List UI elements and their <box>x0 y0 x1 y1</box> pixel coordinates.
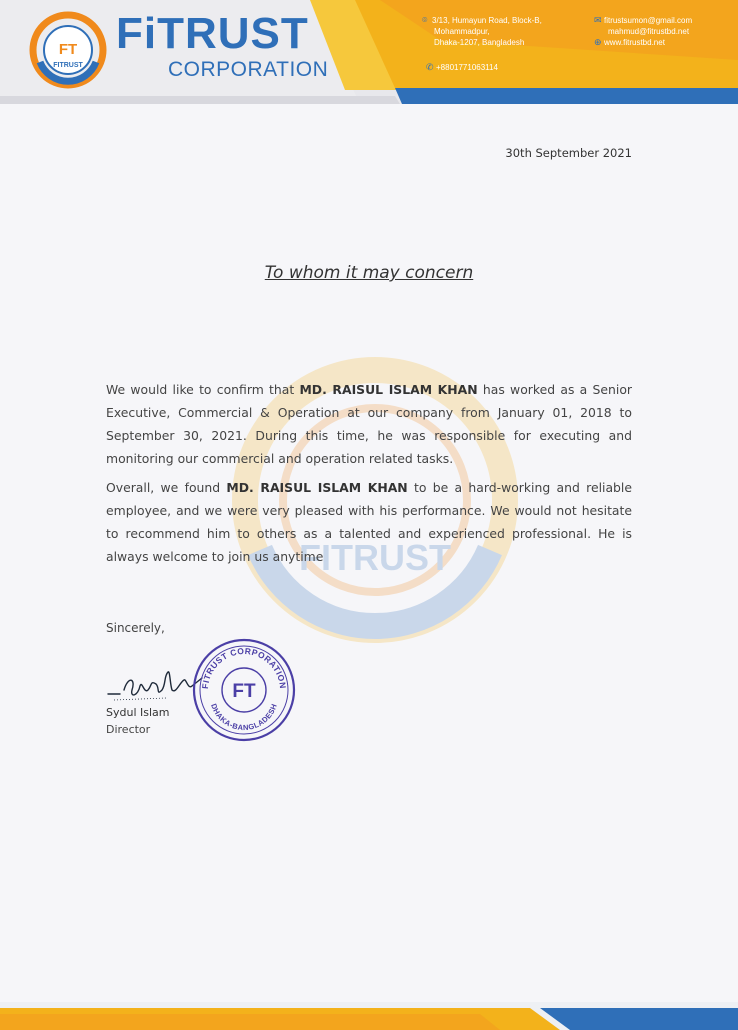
letter-date: 30th September 2021 <box>505 146 632 160</box>
signer-title: Director <box>106 723 151 736</box>
stamp-top-text: FITRUST CORPORATION <box>199 645 289 690</box>
address-line-3: Dhaka-1207, Bangladesh <box>434 38 525 47</box>
watermark-word: FITRUST <box>299 537 451 578</box>
brand-name: FiTRUST <box>116 9 309 58</box>
p1-before: We would like to confirm that <box>106 382 300 397</box>
brand-subtitle: CORPORATION <box>168 58 329 81</box>
email-1: fitrustsumon@gmail.com <box>604 16 693 25</box>
globe-icon: ⊕ <box>594 37 602 47</box>
p1-after: has worked as a Senior Executive, Commercial & Operation at our company from January 01, 2018 to September 30, 2021. During this time, he was responsible for executing and monitoring our commercial and operation related tasks. <box>106 382 632 466</box>
address-block <box>422 15 542 48</box>
svg-text:DHAKA-BANGLADESH <box>209 702 279 732</box>
address-line-1: 3/13, Humayun Road, Block-B, <box>432 16 542 25</box>
paragraph-2 <box>106 476 632 568</box>
p1-employee-name: MD. RAISUL ISLAM KHAN <box>299 382 478 397</box>
letterhead-footer <box>0 1002 738 1030</box>
p2-employee-name: MD. RAISUL ISLAM KHAN <box>226 480 408 495</box>
letterhead-header <box>0 0 738 104</box>
closing: Sincerely, <box>106 621 165 635</box>
stamp-center-text: FT <box>232 681 256 702</box>
letter-subject: To whom it may concern <box>264 263 474 283</box>
signer-name: Sydul Islam <box>106 706 170 719</box>
phone-number: +8801771063114 <box>436 63 498 72</box>
p2-after: to be a hard-working and reliable employee, and we were very pleased with his performance. We would not hesitate to recommend him to others as a talented and experienced professional. He is always welcome to join us anytime <box>106 480 632 564</box>
logo-word: FITRUST <box>53 62 83 69</box>
location-pin-icon: ⌾ <box>422 15 428 25</box>
mail-icon: ✉ <box>594 15 602 25</box>
fitrust-logo-icon <box>28 10 108 90</box>
address-line-2: Mohammadpur, <box>434 27 490 36</box>
stamp-bottom-text: DHAKA-BANGLADESH <box>209 702 279 733</box>
paragraph-1 <box>106 378 632 470</box>
logo-initials: FT <box>58 41 78 58</box>
phone-block <box>426 62 498 73</box>
website: www.fitrustbd.net <box>604 38 665 47</box>
p2-before: Overall, we found <box>106 480 227 495</box>
company-seal-stamp <box>190 636 298 744</box>
email-block <box>594 15 692 48</box>
phone-icon: ✆ <box>426 62 434 72</box>
email-2: mahmud@fitrustbd.net <box>608 27 690 36</box>
